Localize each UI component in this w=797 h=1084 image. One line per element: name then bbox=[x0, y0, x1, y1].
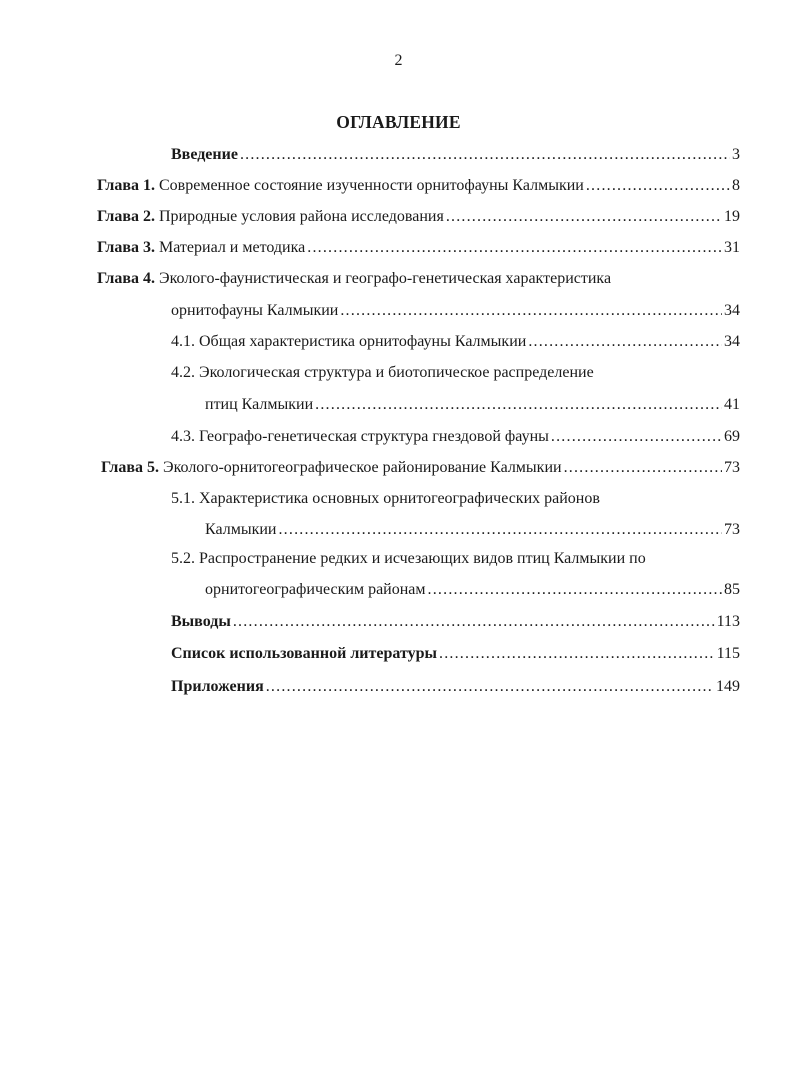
dot-leader bbox=[240, 145, 730, 165]
toc-entry-intro bbox=[171, 145, 740, 165]
toc-entry-label: Введение bbox=[171, 146, 238, 163]
toc-entry-title: 4.1. Общая характеристика орнитофауны Калмыкии bbox=[171, 333, 527, 350]
toc-entry-appendices bbox=[171, 677, 740, 697]
toc-entry-chapter-5 bbox=[101, 458, 740, 478]
page-number: 2 bbox=[394, 52, 403, 69]
toc-entry-title: Материал и методика bbox=[159, 239, 306, 256]
toc-entry-section-4-1 bbox=[171, 332, 740, 352]
toc-entry-title: орнитогеографическим районам bbox=[205, 581, 426, 598]
toc-entry-section-5-2-cont bbox=[205, 580, 740, 600]
toc-entry-section-5-2 bbox=[171, 549, 646, 569]
dot-leader bbox=[233, 612, 715, 632]
dot-leader bbox=[564, 458, 722, 478]
toc-heading: ОГЛАВЛЕНИЕ bbox=[336, 112, 461, 132]
dot-leader bbox=[551, 427, 722, 447]
toc-entry-section-5-1-cont bbox=[205, 520, 740, 540]
toc-entry-label: Список использованной литературы bbox=[171, 645, 437, 662]
dot-leader bbox=[315, 395, 722, 415]
dot-leader bbox=[586, 176, 730, 196]
dot-leader bbox=[307, 238, 722, 258]
toc-entry-chapter-4 bbox=[97, 269, 611, 289]
dot-leader bbox=[528, 332, 722, 352]
dot-leader bbox=[266, 677, 714, 697]
dot-leader bbox=[428, 580, 722, 600]
toc-page-number: 31 bbox=[724, 239, 740, 256]
toc-entry-chapter-3 bbox=[97, 238, 740, 258]
toc-entry-section-4-3 bbox=[171, 427, 740, 447]
toc-entry-title: 4.2. Экологическая структура и биотопическое распределение bbox=[171, 364, 594, 381]
toc-entry-label: Выводы bbox=[171, 613, 231, 630]
dot-leader bbox=[340, 301, 722, 321]
toc-entry-conclusions bbox=[171, 612, 740, 632]
toc-page-number: 73 bbox=[724, 459, 740, 476]
toc-page-number: 69 bbox=[724, 428, 740, 445]
chapter-label: Глава 5. bbox=[101, 459, 159, 476]
toc-page-number: 85 bbox=[724, 581, 740, 598]
chapter-label: Глава 3. bbox=[97, 239, 155, 256]
toc-page-number: 115 bbox=[716, 645, 740, 662]
toc-entry-chapter-4-cont bbox=[171, 301, 740, 321]
toc-page-number: 73 bbox=[724, 521, 740, 538]
toc-page-number: 113 bbox=[716, 613, 740, 630]
toc-entry-title: Эколого-орнитогеографическое районирование Калмыкии bbox=[163, 459, 562, 476]
toc-page-number: 8 bbox=[732, 177, 740, 194]
toc-entry-title: 4.3. Географо-генетическая структура гнездовой фауны bbox=[171, 428, 549, 445]
toc-entry-title: 5.2. Распространение редких и исчезающих видов птиц Калмыкии по bbox=[171, 550, 646, 567]
toc-page-number: 3 bbox=[732, 146, 740, 163]
toc-entry-section-4-2-cont bbox=[205, 395, 740, 415]
toc-entry-title: Природные условия района исследования bbox=[159, 208, 444, 225]
toc-entry-label: Приложения bbox=[171, 678, 264, 695]
toc-page-number: 34 bbox=[724, 333, 740, 350]
toc-entry-title: птиц Калмыкии bbox=[205, 396, 314, 413]
toc-entry-references bbox=[171, 644, 740, 664]
toc-entry-section-5-1 bbox=[171, 489, 600, 509]
toc-page-number: 19 bbox=[724, 208, 740, 225]
toc-entry-title: Калмыкии bbox=[205, 521, 277, 538]
toc-page-number: 149 bbox=[716, 678, 740, 695]
toc-entry-title: Эколого-фаунистическая и географо-генетическая характеристика bbox=[159, 270, 612, 287]
toc-page-number: 34 bbox=[724, 302, 740, 319]
toc-page-number: 41 bbox=[724, 396, 740, 413]
toc-entry-title: орнитофауны Калмыкии bbox=[171, 302, 339, 319]
toc-entry-title: Современное состояние изученности орнитофауны Калмыкии bbox=[159, 177, 584, 194]
chapter-label: Глава 2. bbox=[97, 208, 155, 225]
dot-leader bbox=[446, 207, 722, 227]
dot-leader bbox=[278, 520, 722, 540]
toc-entry-title: 5.1. Характеристика основных орнитогеографических районов bbox=[171, 490, 600, 507]
chapter-label: Глава 1. bbox=[97, 177, 155, 194]
toc-entry-chapter-2 bbox=[97, 207, 740, 227]
toc-entry-chapter-1 bbox=[97, 176, 740, 196]
dot-leader bbox=[439, 644, 715, 664]
chapter-label: Глава 4. bbox=[97, 270, 155, 287]
toc-entry-section-4-2 bbox=[171, 363, 594, 383]
